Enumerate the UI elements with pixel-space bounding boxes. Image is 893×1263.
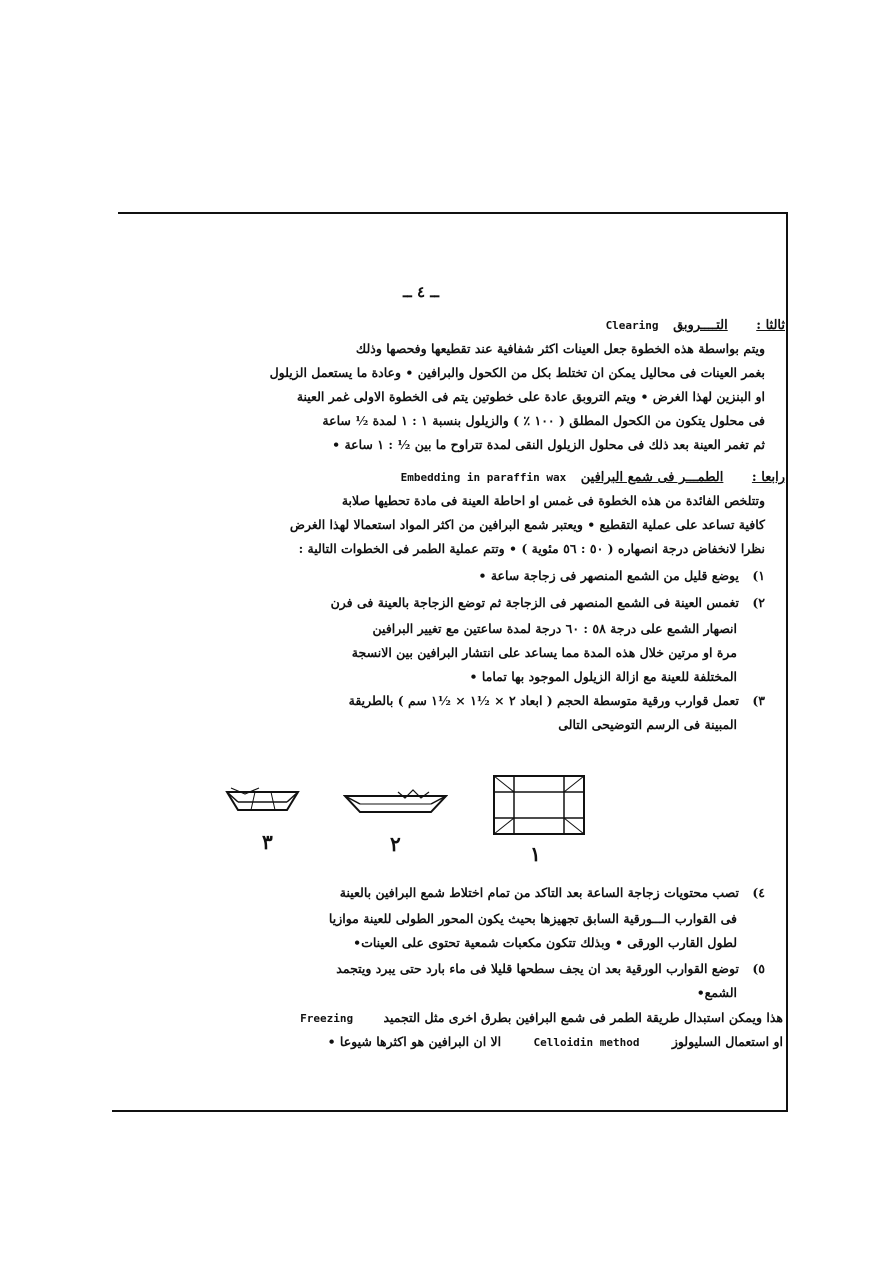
step-2-line-3: مرة او مرتين خلال هذه المدة مما يساعد على انتشار البرافين بين الانسجة bbox=[351, 645, 737, 660]
embedding-heading bbox=[401, 470, 785, 485]
step-5-line-1: توضع القوارب الورقية بعد ان يجف سطحها قليلا فى ماء بارد حتى يبرد ويتجمد bbox=[336, 961, 739, 976]
step-2 bbox=[331, 594, 765, 612]
closing-line-2-ar-a: او استعمال السليولوز bbox=[671, 1034, 783, 1049]
step-5-number: ٥) bbox=[752, 961, 765, 976]
step-3-line-2: المبينة فى الرسم التوضيحى التالى bbox=[558, 717, 737, 732]
page-number: ــ ٤ ــ bbox=[402, 283, 440, 301]
step-4-line-3: لطول القارب الورقى • وبذلك تتكون مكعبات شمعية تحتوى على العينات• bbox=[353, 935, 737, 950]
step-2-number: ٢) bbox=[752, 595, 765, 610]
clearing-line-3: او البنزين لهذا الغرض • ويتم التروبق عادة على خطوتين يتم فى الخطوة الاولى غمر العينة bbox=[296, 389, 765, 404]
clearing-number: ثالثا : bbox=[756, 318, 785, 333]
step-2-line-4: المختلفة للعينة مع ازالة الزيلول الموجود بها تماما • bbox=[469, 669, 737, 684]
closing-celloidin-en: Celloidin method bbox=[533, 1036, 640, 1049]
figure-label-2: ٢ bbox=[390, 832, 401, 856]
clearing-heading bbox=[606, 318, 785, 333]
step-4-line-1: تصب محتويات زجاجة الساعة بعد التاكد من تمام اختلاط شمع البرافين بالعينة bbox=[339, 885, 739, 900]
step-1 bbox=[479, 567, 766, 585]
step-1-number: ١) bbox=[752, 568, 765, 583]
step-4-number: ٤) bbox=[752, 885, 765, 900]
clearing-title-en: Clearing bbox=[605, 319, 659, 332]
step-5-line-2: الشمع• bbox=[696, 985, 737, 1000]
clearing-line-1: ويتم بواسطة هذه الخطوة جعل العينات اكثر شفافية عند تقطيعها وفحصها وذلك bbox=[355, 341, 765, 356]
closing-freezing-en: Freezing bbox=[300, 1012, 354, 1025]
clearing-line-4: فى محلول يتكون من الكحول المطلق ( ١٠٠ ٪ ) والزيلول بنسبة ١ : ١ لمدة ½ ساعة bbox=[322, 413, 765, 428]
frame-top-border bbox=[118, 212, 788, 214]
paper-boat-figure-2 bbox=[343, 786, 448, 818]
embedding-title-ar: الطمـــر فى شمع البرافين bbox=[580, 470, 724, 485]
closing-line-2-ar-b: الا ان البرافين هو اكثرها شيوعا • bbox=[327, 1034, 502, 1049]
step-2-line-2: انصهار الشمع على درجة ٥٨ : ٦٠ درجة لمدة ساعتين مع تغيير البرافين bbox=[372, 621, 737, 636]
step-3-number: ٣) bbox=[752, 693, 765, 708]
embedding-line-1: وتتلخص الفائدة من هذه الخطوة فى غمس او احاطة العينة فى مادة تحطيها صلابة bbox=[341, 493, 765, 508]
step-1-line-1: يوضع قليل من الشمع المنصهر فى زجاجة ساعة • bbox=[478, 568, 739, 583]
embedding-title-en: Embedding in paraffin wax bbox=[400, 471, 567, 484]
closing-line-1-ar: هذا ويمكن استبدال طريقة الطمر فى شمع البرافين بطرق اخرى مثل التجميد bbox=[383, 1010, 783, 1025]
step-3 bbox=[349, 692, 765, 710]
closing-line-1 bbox=[300, 1009, 783, 1028]
embedding-line-3: نظرا لانخفاض درجة انصهاره ( ٥٠ : ٥٦ مئوية ) • وتتم عملية الطمر فى الخطوات التالية : bbox=[298, 541, 765, 556]
frame-right-border bbox=[786, 212, 788, 1112]
figure-label-3: ٣ bbox=[262, 830, 273, 854]
step-2-line-1: تغمس العينة فى الشمع المنصهر فى الزجاجة ثم توضع الزجاجة بالعينة فى فرن bbox=[330, 595, 739, 610]
step-4 bbox=[340, 884, 765, 902]
clearing-title-ar: التــــروبق bbox=[673, 318, 728, 333]
clearing-line-2: بغمر العينات فى محاليل يمكن ان تختلط بكل من الكحول والبرافين • وعادة ما يستعمل الزيلول bbox=[269, 365, 765, 380]
closing-line-2 bbox=[328, 1033, 783, 1052]
embedding-line-2: كافية تساعد على عملية التقطيع • ويعتبر شمع البرافين من اكثر المواد استعمالا لهذا الغرض bbox=[289, 517, 765, 532]
paper-sheet-figure-1 bbox=[490, 772, 588, 838]
paper-boat-figure-3 bbox=[225, 780, 300, 820]
step-5 bbox=[336, 960, 765, 978]
step-3-line-1: تعمل قوارب ورقية متوسطة الحجم ( ابعاد ٢ × ½١ × ½١ سم ) بالطريقة bbox=[348, 693, 739, 708]
embedding-number: رابعا : bbox=[751, 470, 785, 485]
frame-bottom-border bbox=[112, 1110, 788, 1112]
step-4-line-2: فى القوارب الـــورقية السابق تجهيزها بحيث يكون المحور الطولى للعينة موازيا bbox=[328, 911, 737, 926]
figure-label-1: ١ bbox=[530, 842, 541, 866]
clearing-line-5: ثم تغمر العينة بعد ذلك فى محلول الزيلول النقى لمدة تتراوح ما بين ½ : ١ ساعة • bbox=[332, 437, 765, 452]
